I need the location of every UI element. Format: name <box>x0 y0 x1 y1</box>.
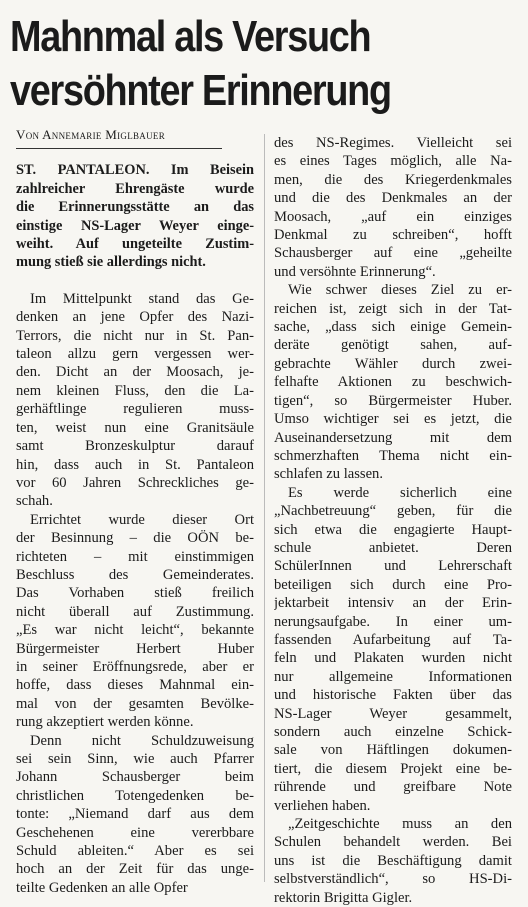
text-line: beteiligen sich durch eine Pro- <box>274 576 512 593</box>
text-line: deräte genötigt sahen, auf- <box>274 337 512 354</box>
left-body <box>16 290 254 897</box>
text-line: NS-Lager Weyer gesammelt, <box>274 705 512 722</box>
text-line: tiert, die diesem Projekt eine be- <box>274 760 512 777</box>
headline-line-1: Mahnmal als Versuch <box>10 12 371 61</box>
text-line: Bürgermeister Herbert Huber <box>16 640 254 657</box>
body-paragraph <box>274 484 512 815</box>
text-line: tonte: „Niemand darf aus dem <box>16 806 254 823</box>
text-line: Umso wichtiger sei es jetzt, die <box>274 411 512 428</box>
text-line: rektorin Brigitta Gigler. <box>274 889 413 906</box>
text-line: der Besinnung – die OÖN be- <box>16 530 254 547</box>
text-line: Denkmal zu schreiben“, hofft <box>274 227 512 244</box>
text-line: Johann Schausberger beim <box>16 769 254 786</box>
text-line: „Zeitgeschichte muss an den <box>288 816 512 833</box>
text-line: gebrachte Wähler durch zwei- <box>274 355 512 372</box>
text-line: vor 60 Jahren Schreckliches ge- <box>16 474 254 491</box>
body-paragraph <box>16 290 254 511</box>
text-line: SchülerInnen und Lehrerschaft <box>274 558 512 575</box>
text-line: tigen“, so Bürgermeister Huber. <box>274 392 512 409</box>
left-column <box>16 126 254 897</box>
text-line: Das Vorhaben stieß freilich <box>16 585 254 602</box>
text-line: hoffe, dass dieses Mahnmal ein- <box>16 677 254 694</box>
text-line: Schausberger auf eine „geheilte <box>274 245 512 262</box>
lead-line: einstige NS-Lager Weyer einge- <box>16 217 254 234</box>
body-paragraph <box>274 134 512 281</box>
text-line: schmerzhaften Thema nicht ein- <box>274 447 512 464</box>
text-line: Im Mittelpunkt stand das Ge- <box>30 290 254 307</box>
text-line: Moosach, „auf ein einziges <box>274 208 512 225</box>
text-line: des NS-Regimes. Vielleicht sei <box>274 135 512 151</box>
text-line: christlichen Totengedenken be- <box>16 787 254 804</box>
byline: Von Annemarie Miglbauer <box>16 126 222 149</box>
text-line: schule anbietet. Deren <box>274 539 512 556</box>
text-line: nur allgemeine Informationen <box>274 668 512 685</box>
text-line: ten, weist nun eine Granitsäule <box>16 419 254 436</box>
article-headline <box>10 10 447 118</box>
text-line: mal von der gesamten Bevölke- <box>16 695 254 712</box>
text-line: nicht überall auf Zustimmung. <box>16 603 254 620</box>
text-line: hin, dass auch in St. Pantaleon <box>16 456 254 473</box>
text-line: sich etwa die engagierte Haupt- <box>274 521 512 538</box>
text-line: es eines Tages möglich, alle Na- <box>274 153 512 170</box>
headline-line-2: versöhnter Erinnerung <box>10 66 391 115</box>
text-line: richteten – mit einstimmigen <box>16 548 254 565</box>
text-line: taleon allzu gern vergessen wer- <box>16 346 254 363</box>
text-line: nerungsaufgabe. In einer um- <box>274 613 512 630</box>
text-line: Beschluss des Gemeinderates. <box>16 566 254 583</box>
text-line: selbstverständlich“, so HS-Di- <box>274 871 512 888</box>
text-line: sei sein Sinn, wie auch Pfarrer <box>16 751 254 767</box>
right-body <box>274 134 512 907</box>
lead-paragraph <box>16 161 254 271</box>
right-column <box>274 134 512 907</box>
text-line: Schulen behandelt werden. Bei <box>274 834 512 851</box>
text-line: Auseinandersetzung mit dem <box>274 429 512 446</box>
text-line: sale von Häftlingen dokumen- <box>274 742 512 759</box>
text-line: Schuld ableiten.“ Aber es sei <box>16 843 254 860</box>
text-line: fassenden Aufarbeitung auf Ta- <box>274 631 512 648</box>
text-line: Denn nicht Schuldzuweisung <box>30 732 254 749</box>
text-line: rührende und greifbare Note <box>274 779 512 796</box>
text-line: men, die des Kriegerdenkmales <box>274 171 512 188</box>
lead-line: weiht. Auf ungeteilte Zustim- <box>16 236 254 253</box>
column-divider <box>264 134 265 882</box>
text-line: nem kleinen Fluss, den die La- <box>16 382 254 399</box>
text-line: gerhäftlinge regulieren muss- <box>16 401 254 418</box>
lead-line: die Erinnerungsstätte an das <box>16 199 254 216</box>
text-line: „Nachbetreuung“ geben, für die <box>274 503 512 520</box>
text-line: rung akzeptiert werden könne. <box>16 714 194 731</box>
text-line: und versöhnte Erinnerung“. <box>274 263 436 280</box>
text-line: teilte Gedenken an alle Opfer <box>16 879 188 896</box>
body-paragraph <box>16 511 254 732</box>
text-line: Terrors, die nicht nur in St. Pan- <box>16 327 254 344</box>
text-line: Geschehenen eine vererbbare <box>16 824 254 841</box>
text-line: felhafte Aktionen zu beschwich- <box>274 374 512 391</box>
text-line: und die des Denkmales an der <box>274 190 512 207</box>
text-line: feln und Plakaten wurden nicht <box>274 650 512 667</box>
text-line: samt Bronzeskulptur darauf <box>16 438 254 455</box>
text-line: Wie schwer dieses Ziel zu er- <box>288 282 512 299</box>
text-line: Es werde sicherlich eine <box>288 484 512 501</box>
lead-line: zahlreicher Ehrengäste wurde <box>16 180 254 197</box>
text-line: reichen ist, zeigt sich in der Tat- <box>274 300 512 317</box>
body-paragraph <box>274 815 512 907</box>
text-line: verliehen haben. <box>274 797 371 814</box>
lead-line: mung stieß sie allerdings nicht. <box>16 254 206 271</box>
text-line: und historische Fakten über das <box>274 687 512 704</box>
text-line: den. Dicht an der Moosach, je- <box>16 364 254 381</box>
text-line: uns ist die Beschäftigung damit <box>274 852 512 869</box>
body-paragraph <box>274 281 512 483</box>
text-line: schlafen zu lassen. <box>274 466 384 483</box>
lead-line: ST. PANTALEON. Im Beisein <box>16 162 254 179</box>
text-line: hoch an der Zeit für das unge- <box>16 861 254 878</box>
text-line: „Es war nicht leicht“, bekannte <box>16 622 254 639</box>
text-line: in seiner Eröffnungsrede, aber er <box>16 658 254 675</box>
text-line: Errichtet wurde dieser Ort <box>30 511 254 528</box>
text-line: sache, „dass sich einige Gemein- <box>274 319 512 336</box>
text-line: jektarbeit intensiv an der Erin- <box>274 595 512 612</box>
text-line: denken an jene Opfer des Nazi- <box>16 309 254 326</box>
body-paragraph <box>16 732 254 898</box>
text-line: sondern auch einzelne Schick- <box>274 724 512 740</box>
text-line: schah. <box>16 493 53 510</box>
